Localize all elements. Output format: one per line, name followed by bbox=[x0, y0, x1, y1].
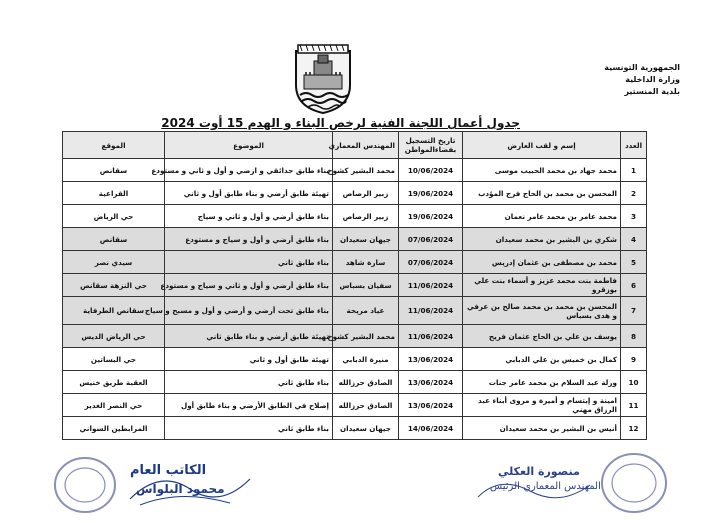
cell-name: شكري بن البشير بن محمد سعيدان bbox=[463, 228, 621, 251]
cell-num: 11 bbox=[621, 394, 647, 417]
col-header-engineer: المهندس المعماري bbox=[333, 132, 399, 159]
cell-num: 8 bbox=[621, 325, 647, 348]
cell-location: القراعية bbox=[63, 182, 165, 205]
table-row bbox=[63, 182, 647, 205]
cell-num: 1 bbox=[621, 159, 647, 182]
municipality-label: بلدية المنستير bbox=[624, 87, 680, 96]
round-stamp-icon bbox=[52, 455, 118, 515]
cell-subject: تهيئة طابق أرضي و بناء طابق أول و ثاني bbox=[165, 182, 333, 205]
cell-date: 19/06/2024 bbox=[399, 182, 463, 205]
architect-name: منصورة العكلي bbox=[498, 465, 580, 478]
signature-scribble-icon bbox=[470, 461, 600, 511]
cell-subject: بناء طابق أرضي و أول و ثاني و سياج و مستودع bbox=[165, 274, 333, 297]
secretary-title: الكاتب العام bbox=[130, 463, 207, 478]
cell-name: امينة و إبتسام و أميرة و مروى أبناء عبد الرزاق مهني bbox=[463, 394, 621, 417]
cell-subject: بناء طابق ثاني bbox=[165, 417, 333, 440]
col-header-date: تاريخ التسجيل بفضاءالمواطن bbox=[399, 132, 463, 159]
page-title: جدول أعمال اللجنة الفنية لرخص البناء و الهدم 15 أوت 2024 bbox=[161, 116, 520, 130]
cell-name: ورلة عبد السلام بن محمد عامر جنات bbox=[463, 371, 621, 394]
cell-engineer: سفيان بسباس bbox=[333, 274, 399, 297]
table-row bbox=[63, 371, 647, 394]
col-header-name: إسم و لقب العارض bbox=[463, 132, 621, 159]
cell-name: أنيس بن البشير بن محمد سعيدان bbox=[463, 417, 621, 440]
cell-location: سقانص bbox=[63, 159, 165, 182]
cell-engineer: سارة شاهد bbox=[333, 251, 399, 274]
cell-num: 12 bbox=[621, 417, 647, 440]
cell-subject: بناء طابق تحت أرضي و أرضي و أول و مسبح و سياج bbox=[165, 297, 333, 325]
secretary-signature-block bbox=[50, 455, 260, 515]
cell-num: 9 bbox=[621, 348, 647, 371]
cell-date: 11/06/2024 bbox=[399, 325, 463, 348]
cell-subject: بناء طابق ثاني bbox=[165, 371, 333, 394]
cell-engineer: الصادق حرزالله bbox=[333, 394, 399, 417]
col-header-num: العدد bbox=[621, 132, 647, 159]
cell-engineer: محمد البشير كشوخ bbox=[333, 159, 399, 182]
cell-engineer: زبير الرصاص bbox=[333, 205, 399, 228]
table-row bbox=[63, 297, 647, 325]
cell-location: المرابطين السواني bbox=[63, 417, 165, 440]
cell-subject: تهيئة طابق أول و ثاني bbox=[165, 348, 333, 371]
cell-name: محمد بن مصطفى بن عثمان إدريس bbox=[463, 251, 621, 274]
cell-num: 3 bbox=[621, 205, 647, 228]
cell-num: 10 bbox=[621, 371, 647, 394]
cell-date: 07/06/2024 bbox=[399, 228, 463, 251]
cell-date: 10/06/2024 bbox=[399, 159, 463, 182]
cell-subject: بناء طابق حدائقي و ارضي و أول و ثاني و مستودع bbox=[165, 159, 333, 182]
col-header-location: الموقع bbox=[63, 132, 165, 159]
cell-location: العقبة طريق خنيس bbox=[63, 371, 165, 394]
secretary-name: محمود البلواس bbox=[136, 482, 225, 496]
col-header-subject: الموضوع bbox=[165, 132, 333, 159]
cell-location: سقانص bbox=[63, 228, 165, 251]
cell-location: سيدي نصر bbox=[63, 251, 165, 274]
cell-date: 14/06/2024 bbox=[399, 417, 463, 440]
cell-subject: بناء طابق أرضي و أول و ثاني و سياج bbox=[165, 205, 333, 228]
cell-date: 13/06/2024 bbox=[399, 348, 463, 371]
cell-num: 5 bbox=[621, 251, 647, 274]
cell-name: المحسن بن محمد بن محمد صالح بن عرفي و هدى بسباس bbox=[463, 297, 621, 325]
table-row bbox=[63, 325, 647, 348]
cell-subject: بناء طابق ثاني bbox=[165, 251, 333, 274]
cell-engineer: منيرة الدبابي bbox=[333, 348, 399, 371]
cell-subject: إصلاح في الطابق الأرضي و بناء طابق أول bbox=[165, 394, 333, 417]
signature-scribble-icon bbox=[120, 459, 260, 511]
municipality-logo bbox=[292, 45, 354, 115]
cell-location: حي الرياض bbox=[63, 205, 165, 228]
table-row bbox=[63, 417, 647, 440]
cell-date: 07/06/2024 bbox=[399, 251, 463, 274]
cell-date: 11/06/2024 bbox=[399, 297, 463, 325]
cell-num: 6 bbox=[621, 274, 647, 297]
round-stamp-icon bbox=[598, 451, 670, 515]
cell-name: محمد جهاد بن محمد الحبيب موسى bbox=[463, 159, 621, 182]
table-row bbox=[63, 394, 647, 417]
cell-engineer: زبير الرصاص bbox=[333, 182, 399, 205]
republic-label: الجمهورية التونسية bbox=[604, 63, 680, 72]
architect-signature-block bbox=[470, 455, 680, 515]
table-row bbox=[63, 205, 647, 228]
cell-name: يوسف بن علي بن الحاج عثمان فريح bbox=[463, 325, 621, 348]
cell-engineer: الصادق حرزالله bbox=[333, 371, 399, 394]
cell-location: حي النصر الغدير bbox=[63, 394, 165, 417]
table-header-row bbox=[63, 132, 647, 159]
cell-location: سقانص الطرفاية bbox=[63, 297, 165, 325]
cell-date: 19/06/2024 bbox=[399, 205, 463, 228]
cell-engineer: محمد البشير كشوخ bbox=[333, 325, 399, 348]
cell-date: 11/06/2024 bbox=[399, 274, 463, 297]
header-block bbox=[604, 62, 680, 98]
cell-engineer: جيهان سعيدان bbox=[333, 228, 399, 251]
cell-num: 4 bbox=[621, 228, 647, 251]
cell-name: فاطمة بنت محمد عزيز و أسماء بنت علي بوزقرو bbox=[463, 274, 621, 297]
cell-subject: تهيئة طابق أرضي و بناء طابق ثاني bbox=[165, 325, 333, 348]
cell-date: 13/06/2024 bbox=[399, 394, 463, 417]
cell-engineer: عياد مريحة bbox=[333, 297, 399, 325]
ministry-label: وزارة الداخلية bbox=[625, 75, 680, 84]
table-row bbox=[63, 228, 647, 251]
cell-location: حي الرياض الديس bbox=[63, 325, 165, 348]
table-row bbox=[63, 348, 647, 371]
cell-name: كمال بن خميس بن علي الدبابي bbox=[463, 348, 621, 371]
cell-num: 7 bbox=[621, 297, 647, 325]
table-row bbox=[63, 251, 647, 274]
cell-location: حي النزهة سقانص bbox=[63, 274, 165, 297]
cell-subject: بناء طابق أرضي و أول و سياج و مستودع bbox=[165, 228, 333, 251]
cell-num: 2 bbox=[621, 182, 647, 205]
cell-location: حي البساتين bbox=[63, 348, 165, 371]
table-row bbox=[63, 274, 647, 297]
cell-name: محمد عامر بن محمد عامر نعمان bbox=[463, 205, 621, 228]
cell-engineer: جيهان سعيدان bbox=[333, 417, 399, 440]
agenda-table bbox=[62, 131, 647, 440]
table-row bbox=[63, 159, 647, 182]
architect-role: المهندس المعماري الرئيس bbox=[490, 481, 601, 492]
cell-date: 13/06/2024 bbox=[399, 371, 463, 394]
cell-name: المحسن بن محمد بن الحاج فرج المؤدب bbox=[463, 182, 621, 205]
